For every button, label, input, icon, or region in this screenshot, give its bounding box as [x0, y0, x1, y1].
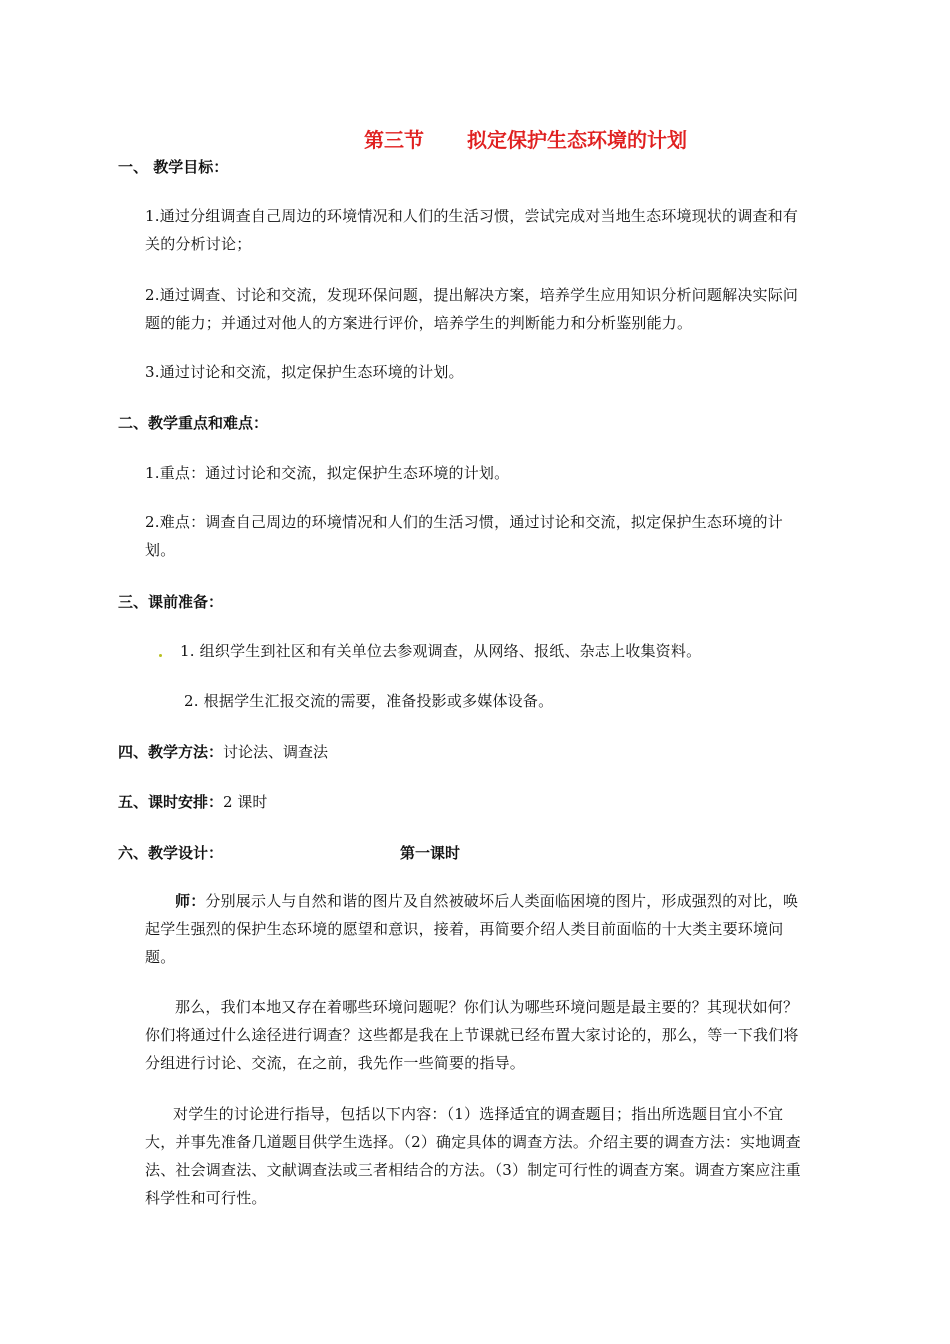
heading-design: 六、教学设计： [118, 844, 224, 862]
key-point-2: 2.难点：调查自己周边的环境情况和人们的生活习惯，通过讨论和交流，拟定保护生态环境的计划。 [145, 513, 783, 559]
schedule-value: 2 课时 [223, 793, 268, 811]
prep-item-1: 1. 组织学生到社区和有关单位去参观调查，从网络、报纸、杂志上收集资料。 [180, 642, 702, 660]
schedule-label: 五、课时安排： [118, 793, 224, 811]
marker-dot [159, 654, 162, 657]
title-section: 第三节 [364, 128, 424, 152]
method-label: 四、教学方法： [118, 743, 224, 761]
heading-objectives: 一、 教学目标： [118, 158, 229, 176]
design-paragraph-3: 对学生的讨论进行指导，包括以下内容：（1）选择适宜的调查题目；指出所选题目宜小不宜大，并事先准备几道题目供学生选择。（2）确定具体的调查方法。介绍主要的调查方法：实地调查法、社会调查法、文献调查法或三者相结合的方法。（3）制定可行性的调查方案。调查方案应注重科学性和可行性。 [145, 1105, 801, 1207]
objective-2: 2.通过调查、讨论和交流，发现环保问题，提出解决方案，培养学生应用知识分析问题解决实际问题的能力；并通过对他人的方案进行评价，培养学生的判断能力和分析鉴别能力。 [145, 286, 799, 332]
design-paragraph-2: 那么，我们本地又存在着哪些环境问题呢？你们认为哪些环境问题是最主要的？其现状如何？你们将通过什么途径进行调查？这些都是我在上节课就已经布置大家讨论的，那么，等一下我们将分组进行讨论、交流，在之前，我先作一些简要的指导。 [145, 998, 799, 1072]
objective-3: 3.通过讨论和交流，拟定保护生态环境的计划。 [145, 363, 464, 381]
heading-method [118, 741, 328, 762]
heading-key-points: 二、教学重点和难点： [118, 414, 269, 432]
lesson-label: 第一课时 [400, 844, 461, 862]
title-topic: 拟定保护生态环境的计划 [467, 128, 687, 152]
heading-preparation: 三、课前准备： [118, 593, 224, 611]
design-paragraph-1 [145, 887, 810, 971]
key-point-1: 1.重点：通过讨论和交流，拟定保护生态环境的计划。 [145, 464, 510, 482]
method-value: 讨论法、调查法 [223, 743, 329, 761]
objective-1: 1.通过分组调查自己周边的环境情况和人们的生活习惯，尝试完成对当地生态环境现状的调查和有关的分析讨论； [145, 207, 799, 253]
prep-item-2: 2. 根据学生汇报交流的需要，准备投影或多媒体设备。 [184, 692, 554, 710]
heading-schedule [118, 791, 267, 812]
teacher-label: 师： [175, 892, 206, 910]
design-paragraph-1-text: 分别展示人与自然和谐的图片及自然被破坏后人类面临困境的图片，形成强烈的对比，唤起学生强烈的保护生态环境的愿望和意识，接着，再简要介绍人类目前面临的十大类主要环境问题。 [145, 892, 799, 966]
